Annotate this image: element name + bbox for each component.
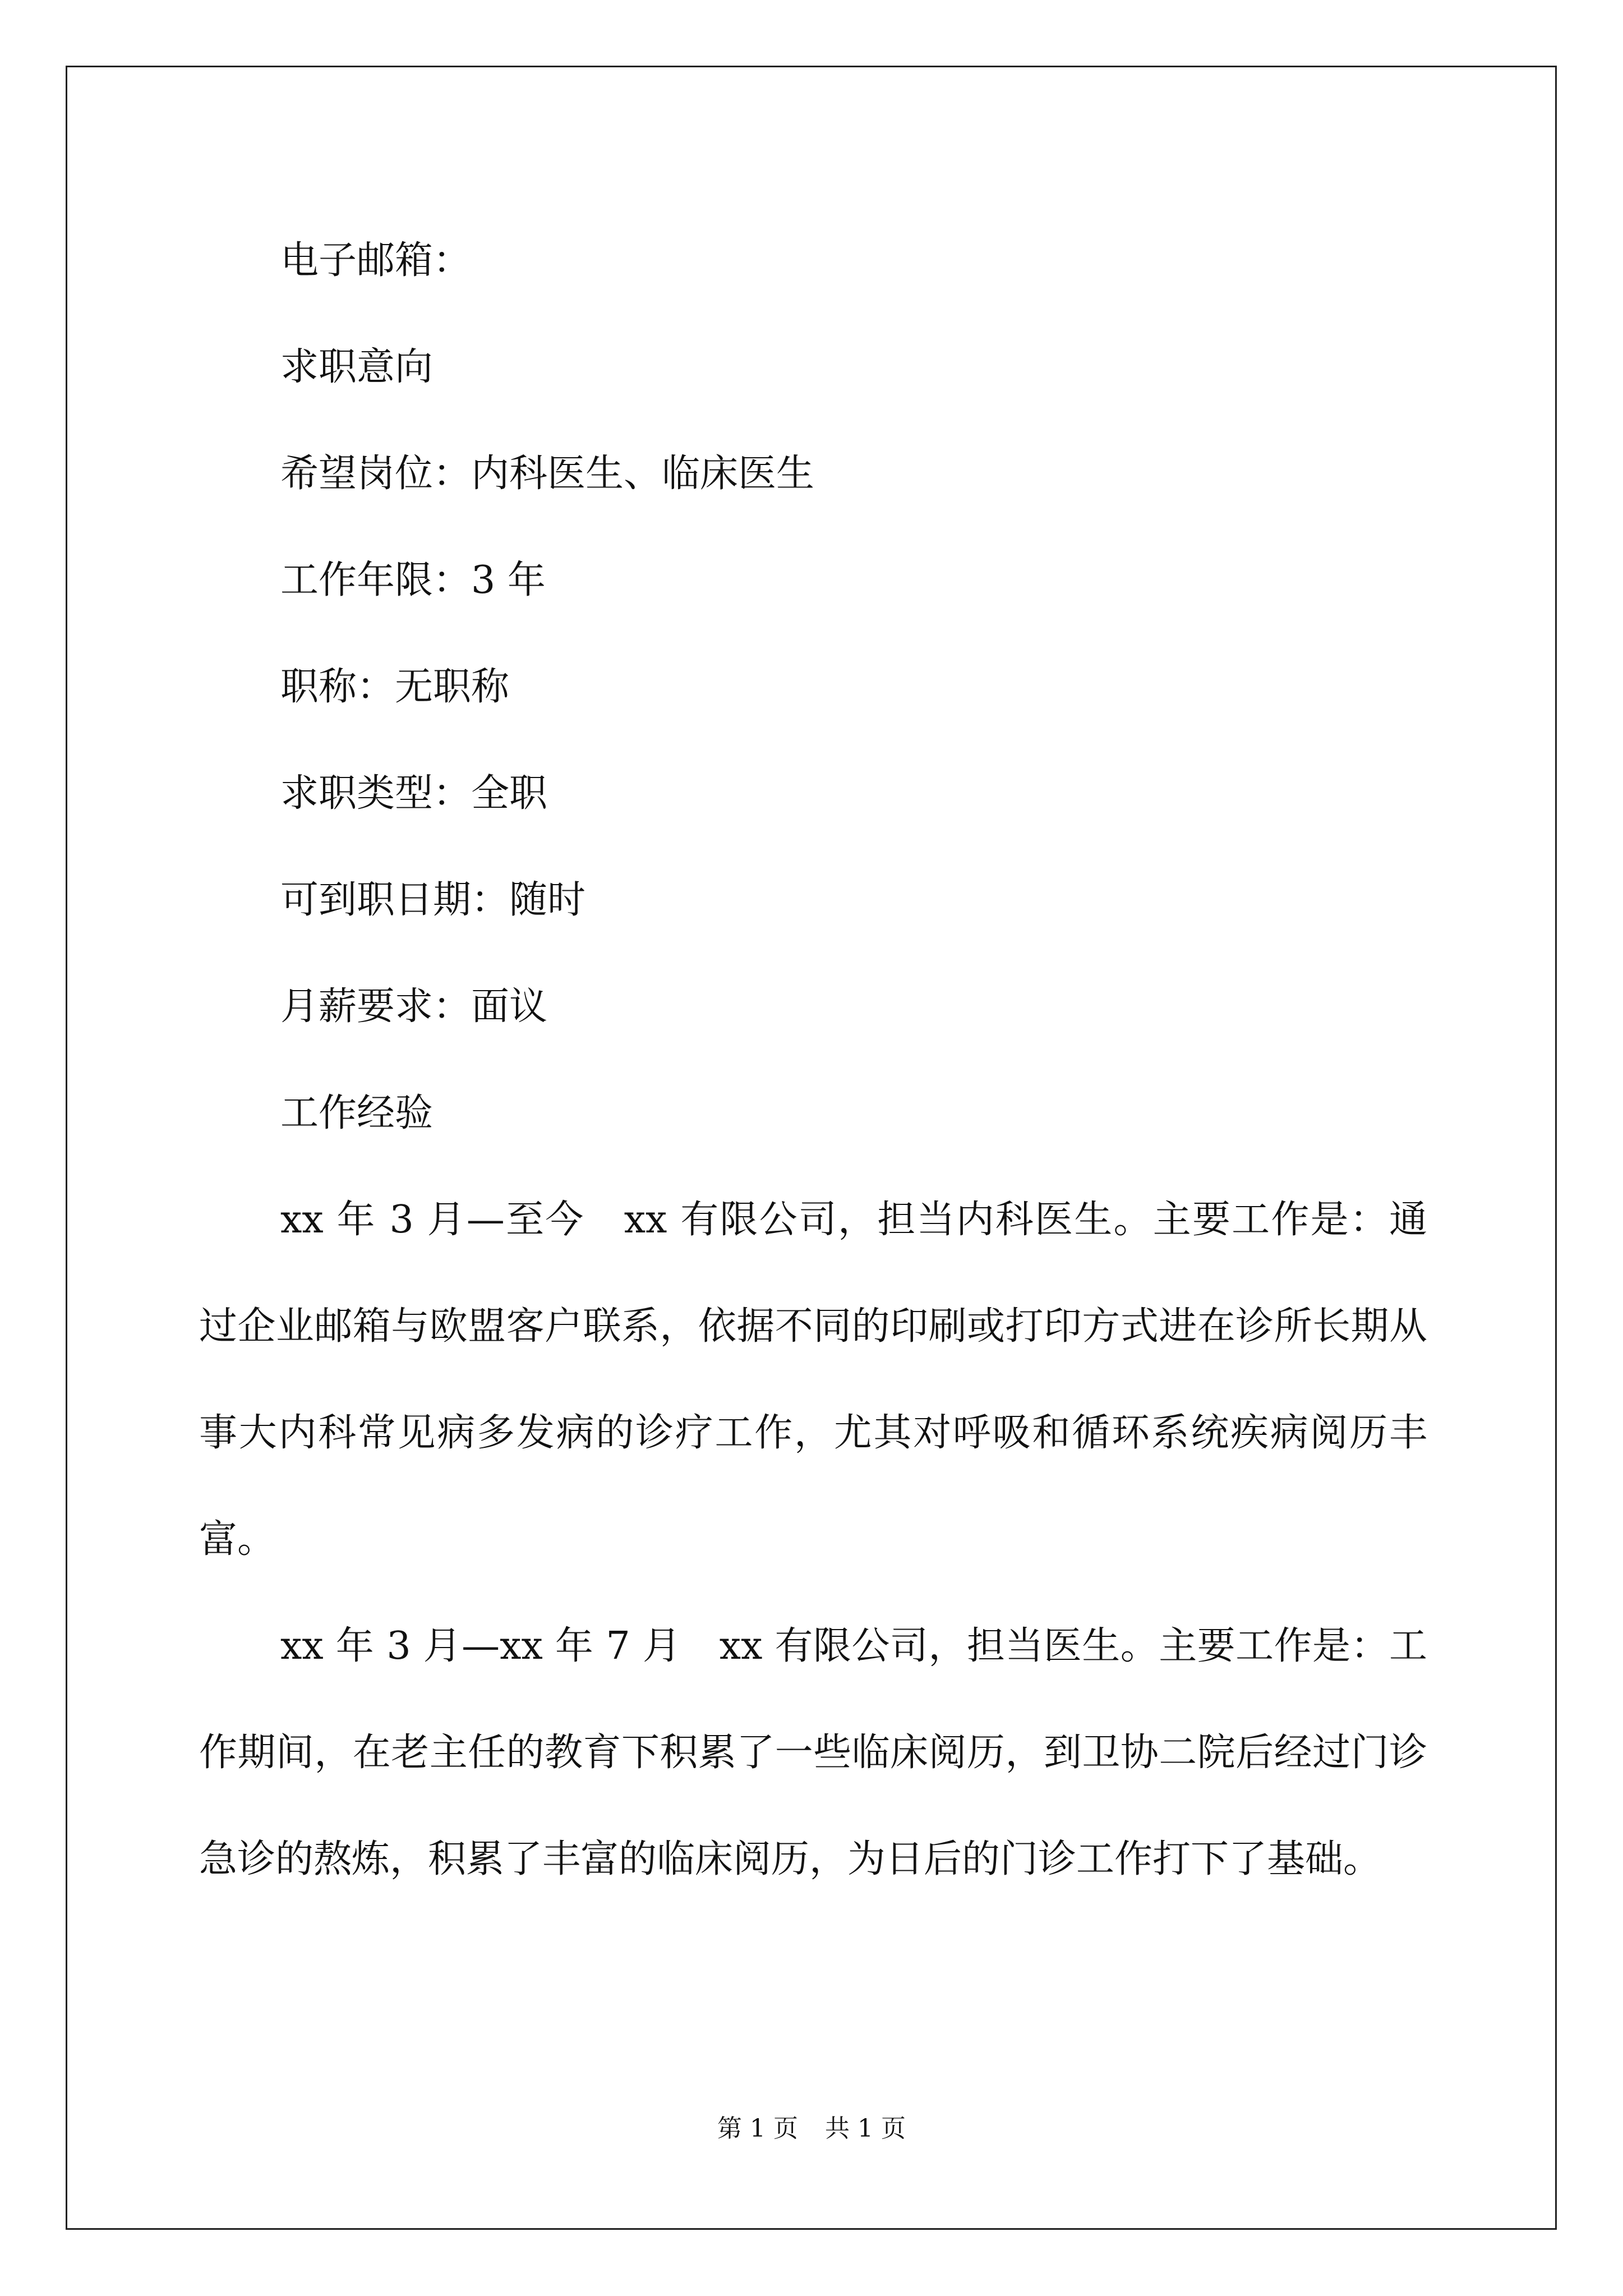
email-label: 电子邮箱： (280, 238, 472, 283)
experience-paragraph-2: xx 年 3 月—xx 年 7 月 xx 有限公司，担当医生。主要工作是：工作期间，在老主任的教育下积累了一些临床阅历，到卫协二院后经过门诊急诊的熬炼，积累了丰富的临床阅历，为日后的门诊工作打下了基础。 (199, 1624, 1427, 1881)
experience-paragraph-1: xx 年 3 月—至今 xx 有限公司，担当内科医生。主要工作是：通过企业邮箱与欧盟客户联系，依据不同的印刷或打印方式进在诊所长期从事大内科常见病多发病的诊疗工作，尤其对呼吸和循环系统疾病阅历丰富。 (199, 1198, 1427, 1562)
work-experience-heading: 工作经验 (280, 1091, 434, 1135)
professional-title: 职称：无职称 (280, 665, 510, 709)
work-years: 工作年限：3 年 (280, 558, 546, 602)
document-body (199, 208, 1427, 1913)
salary-requirement: 月薪要求：面议 (280, 984, 548, 1029)
desired-position: 希望岗位：内科医生、临床医生 (280, 452, 815, 496)
job-intention-heading: 求职意向 (280, 345, 434, 389)
page-total: 共 1 页 (825, 2114, 906, 2143)
page-number: 第 1 页 (717, 2114, 798, 2143)
available-date: 可到职日期：随时 (280, 878, 586, 922)
page-footer (0, 2112, 1623, 2146)
job-type: 求职类型：全职 (280, 771, 548, 816)
